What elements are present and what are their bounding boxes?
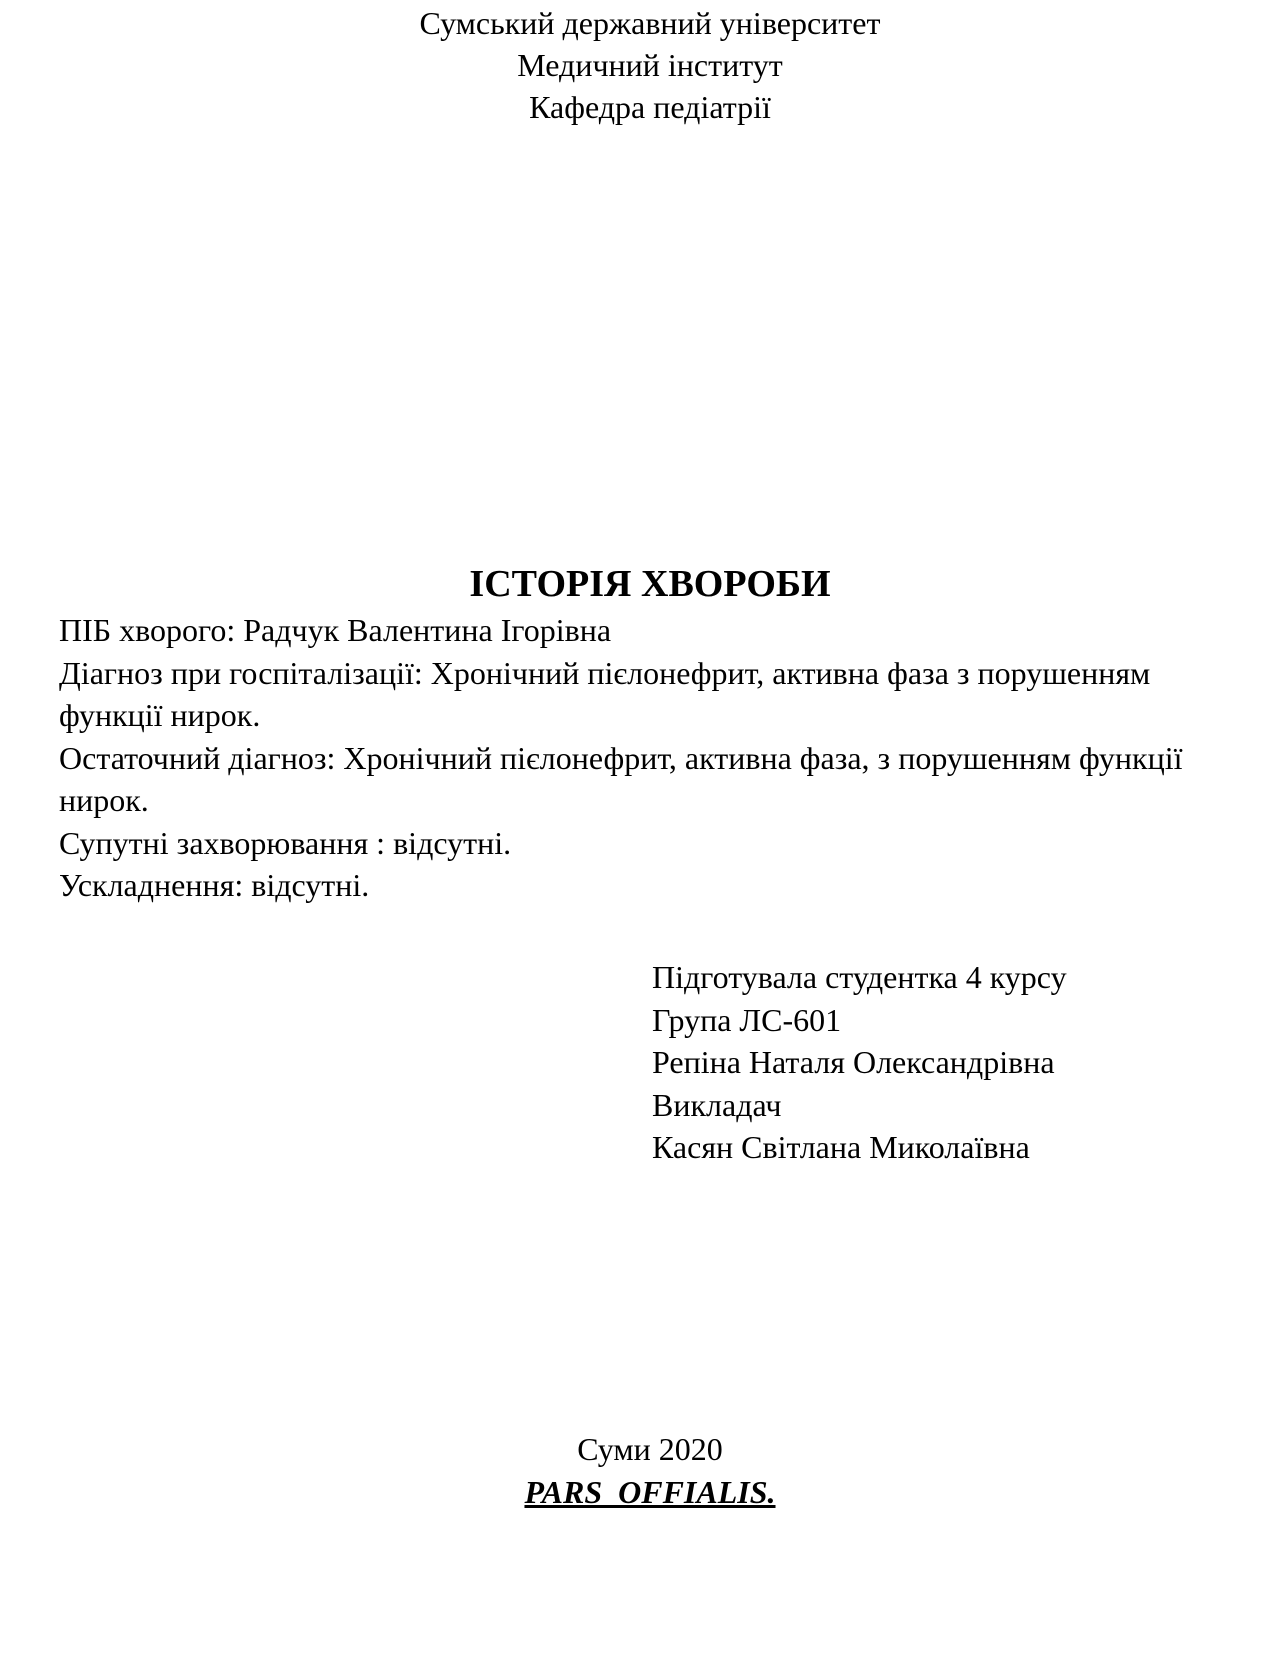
university-name: Сумський державний університет: [419, 5, 881, 41]
student-group: Група ЛС-601: [652, 1001, 842, 1038]
document-title: ІСТОРІЯ ХВОРОБИ: [469, 563, 831, 605]
teacher-name: Касян Світлана Миколаївна: [652, 1129, 1030, 1165]
patient-name: ПІБ хворого: Радчук Валентина Ігорівна: [59, 612, 612, 648]
student-name: Репіна Наталя Олександрівна: [652, 1044, 1055, 1080]
institute-name: Медичний інститут: [517, 47, 783, 83]
prepared-by: Підготувала студентка 4 курсу: [652, 959, 1067, 995]
patient-info: [59, 609, 1239, 907]
document-footer: [0, 1428, 1280, 1514]
comorbidities: Супутні захворювання : відсутні.: [59, 824, 512, 861]
department-name: Кафедра педіатрії: [529, 89, 771, 125]
admission-diagnosis: Діагноз при госпіталізації: Хронічний пієлонефрит, активна фаза з порушенням функції нирок.: [59, 654, 1151, 733]
motto: PARS OFFIALIS.: [524, 1474, 776, 1510]
authors-block: [652, 956, 1252, 1169]
complications: Ускладнення: відсутні.: [59, 867, 370, 903]
teacher-label: Викладач: [652, 1086, 782, 1123]
city-year: Суми 2020: [577, 1431, 723, 1467]
document-header: [0, 2, 1280, 128]
final-diagnosis: Остаточний діагноз: Хронічний пієлонефрит, активна фаза, з порушенням функції нирок.: [59, 739, 1183, 818]
